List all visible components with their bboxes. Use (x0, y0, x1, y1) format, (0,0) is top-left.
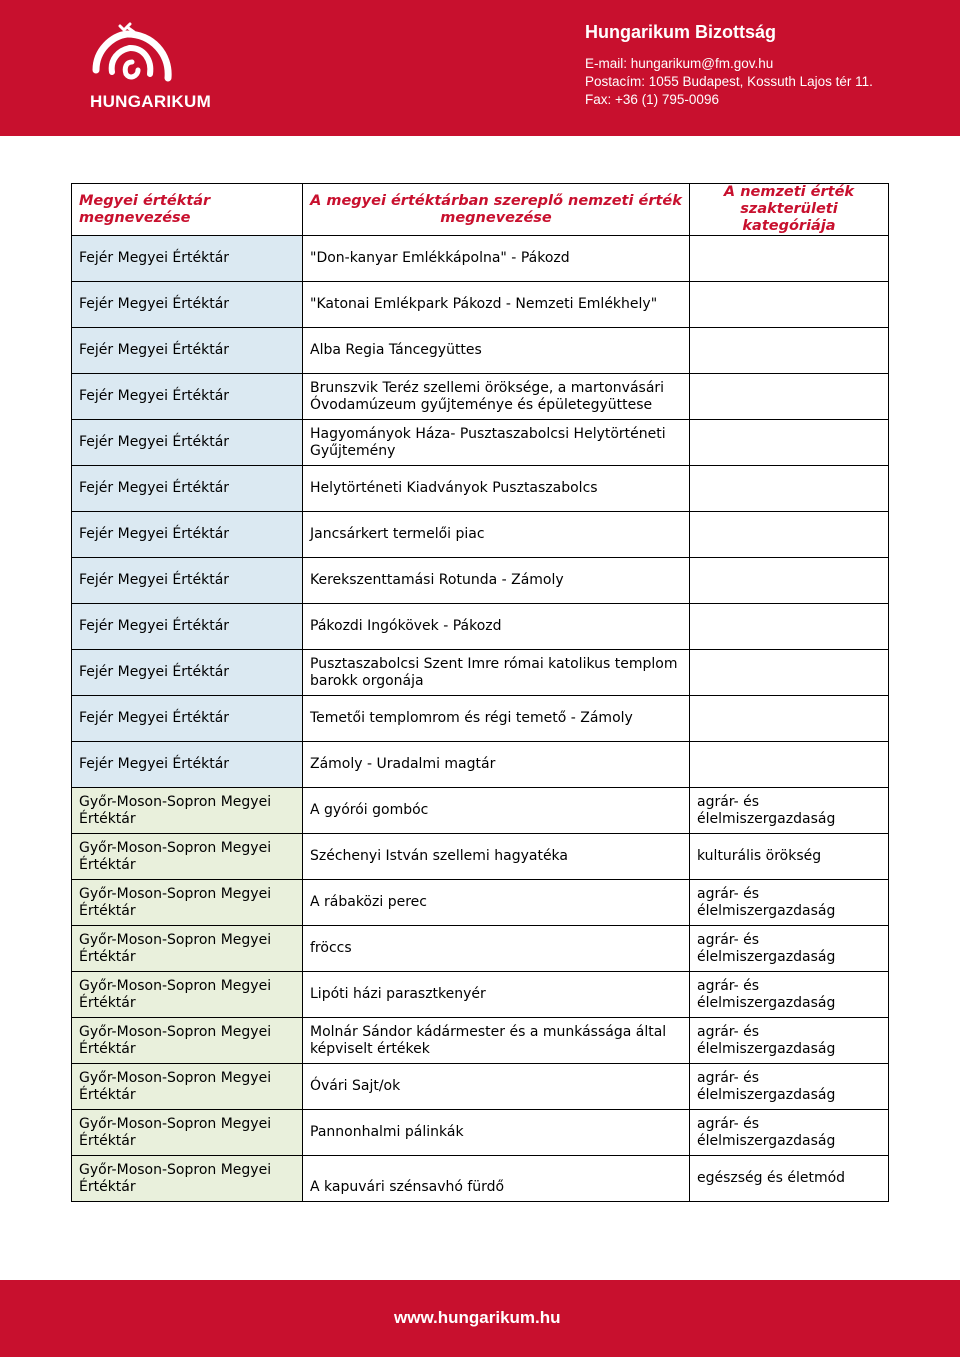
category-cell: agrár- és élelmiszergazdaság (690, 926, 889, 972)
county-cell: Fejér Megyei Értéktár (72, 420, 303, 466)
table-row (72, 604, 889, 650)
value-name-cell: Pusztaszabolcsi Szent Imre római katolikus templom barokk orgonája (303, 650, 690, 696)
category-cell (690, 374, 889, 420)
table-row (72, 1156, 889, 1202)
table-row (72, 558, 889, 604)
table-row (72, 420, 889, 466)
table-row (72, 328, 889, 374)
county-cell: Fejér Megyei Értéktár (72, 282, 303, 328)
table-header-row (72, 184, 889, 236)
county-cell: Fejér Megyei Értéktár (72, 604, 303, 650)
value-name-cell: Óvári Sajt/ok (303, 1064, 690, 1110)
category-cell (690, 466, 889, 512)
value-name-cell: Lipóti házi parasztkenyér (303, 972, 690, 1018)
category-cell (690, 650, 889, 696)
value-name-cell: Jancsárkert termelői piac (303, 512, 690, 558)
county-cell: Győr-Moson-Sopron Megyei Értéktár (72, 788, 303, 834)
table-row (72, 972, 889, 1018)
category-cell (690, 236, 889, 282)
table-row (72, 926, 889, 972)
value-name-cell: A rábaközi perec (303, 880, 690, 926)
value-name-cell: Brunszvik Teréz szellemi öröksége, a martonvásári Óvodamúzeum gyűjteménye és épületegyüttese (303, 374, 690, 420)
org-name: Hungarikum Bizottság (585, 22, 777, 42)
county-cell: Győr-Moson-Sopron Megyei Értéktár (72, 1110, 303, 1156)
header-category: A nemzeti érték szakterületi kategóriája (690, 184, 889, 236)
footer-website-link[interactable]: www.hungarikum.hu (394, 1308, 561, 1327)
value-name-cell: A kapuvári szénsavhó fürdő (303, 1156, 690, 1202)
table-row (72, 650, 889, 696)
value-name-cell: Pákozdi Ingókövek - Pákozd (303, 604, 690, 650)
value-name-cell: Széchenyi István szellemi hagyatéka (303, 834, 690, 880)
value-name-cell: Alba Regia Táncegyüttes (303, 328, 690, 374)
table-row (72, 466, 889, 512)
category-cell: kulturális örökség (690, 834, 889, 880)
value-name-cell: Kerekszenttamási Rotunda - Zámoly (303, 558, 690, 604)
table-row (72, 1064, 889, 1110)
table-row (72, 696, 889, 742)
value-name-cell: Molnár Sándor kádármester és a munkássága által képviselt értékek (303, 1018, 690, 1064)
header-value-name: A megyei értéktárban szereplő nemzeti érték megnevezése (303, 184, 690, 236)
county-cell: Fejér Megyei Értéktár (72, 466, 303, 512)
org-fax: Fax: +36 (1) 795-0096 (585, 92, 719, 107)
county-cell: Fejér Megyei Értéktár (72, 742, 303, 788)
category-cell (690, 696, 889, 742)
value-name-cell: Zámoly - Uradalmi magtár (303, 742, 690, 788)
county-cell: Győr-Moson-Sopron Megyei Értéktár (72, 834, 303, 880)
table-row (72, 880, 889, 926)
category-cell: agrár- és élelmiszergazdaság (690, 1018, 889, 1064)
org-contact-block (585, 22, 873, 109)
county-cell: Győr-Moson-Sopron Megyei Értéktár (72, 880, 303, 926)
hungarikum-values-table (71, 183, 889, 1202)
category-cell: agrár- és élelmiszergazdaság (690, 788, 889, 834)
county-cell: Fejér Megyei Értéktár (72, 650, 303, 696)
county-cell: Győr-Moson-Sopron Megyei Értéktár (72, 972, 303, 1018)
category-cell (690, 328, 889, 374)
value-name-cell: fröccs (303, 926, 690, 972)
category-cell (690, 604, 889, 650)
category-cell: agrár- és élelmiszergazdaság (690, 880, 889, 926)
category-cell: egészség és életmód (690, 1156, 889, 1202)
table-row (72, 236, 889, 282)
org-address: Postacím: 1055 Budapest, Kossuth Lajos tér 11. (585, 74, 873, 89)
table-row (72, 512, 889, 558)
value-name-cell: A gyórói gombóc (303, 788, 690, 834)
category-cell: agrár- és élelmiszergazdaság (690, 972, 889, 1018)
page-footer (0, 1280, 960, 1357)
table-row (72, 834, 889, 880)
table-row (72, 374, 889, 420)
org-email[interactable]: E-mail: hungarikum@fm.gov.hu (585, 56, 774, 71)
category-cell (690, 282, 889, 328)
page-header (0, 0, 960, 136)
county-cell: Fejér Megyei Értéktár (72, 328, 303, 374)
category-cell: agrár- és élelmiszergazdaság (690, 1110, 889, 1156)
county-cell: Győr-Moson-Sopron Megyei Értéktár (72, 1064, 303, 1110)
category-cell (690, 420, 889, 466)
category-cell: agrár- és élelmiszergazdaság (690, 1064, 889, 1110)
county-cell: Győr-Moson-Sopron Megyei Értéktár (72, 1156, 303, 1202)
category-cell (690, 742, 889, 788)
county-cell: Győr-Moson-Sopron Megyei Értéktár (72, 926, 303, 972)
category-cell (690, 512, 889, 558)
value-name-cell: Hagyományok Háza- Pusztaszabolcsi Helytörténeti Gyűjtemény (303, 420, 690, 466)
county-cell: Fejér Megyei Értéktár (72, 558, 303, 604)
county-cell: Fejér Megyei Értéktár (72, 512, 303, 558)
table-row (72, 788, 889, 834)
value-name-cell: Temetői templomrom és régi temető - Zámoly (303, 696, 690, 742)
value-name-cell: Helytörténeti Kiadványok Pusztaszabolcs (303, 466, 690, 512)
category-cell (690, 558, 889, 604)
table-row (72, 742, 889, 788)
county-cell: Győr-Moson-Sopron Megyei Értéktár (72, 1018, 303, 1064)
table-row (72, 1018, 889, 1064)
value-name-cell: Pannonhalmi pálinkák (303, 1110, 690, 1156)
table-row (72, 282, 889, 328)
table-row (72, 1110, 889, 1156)
county-cell: Fejér Megyei Értéktár (72, 236, 303, 282)
logo-wordmark: HUNGARIKUM (90, 92, 212, 111)
value-name-cell: "Don-kanyar Emlékkápolna" - Pákozd (303, 236, 690, 282)
county-cell: Fejér Megyei Értéktár (72, 696, 303, 742)
county-cell: Fejér Megyei Értéktár (72, 374, 303, 420)
header-county: Megyei értéktár megnevezése (72, 184, 303, 236)
value-name-cell: "Katonai Emlékpark Pákozd - Nemzeti Emlékhely" (303, 282, 690, 328)
